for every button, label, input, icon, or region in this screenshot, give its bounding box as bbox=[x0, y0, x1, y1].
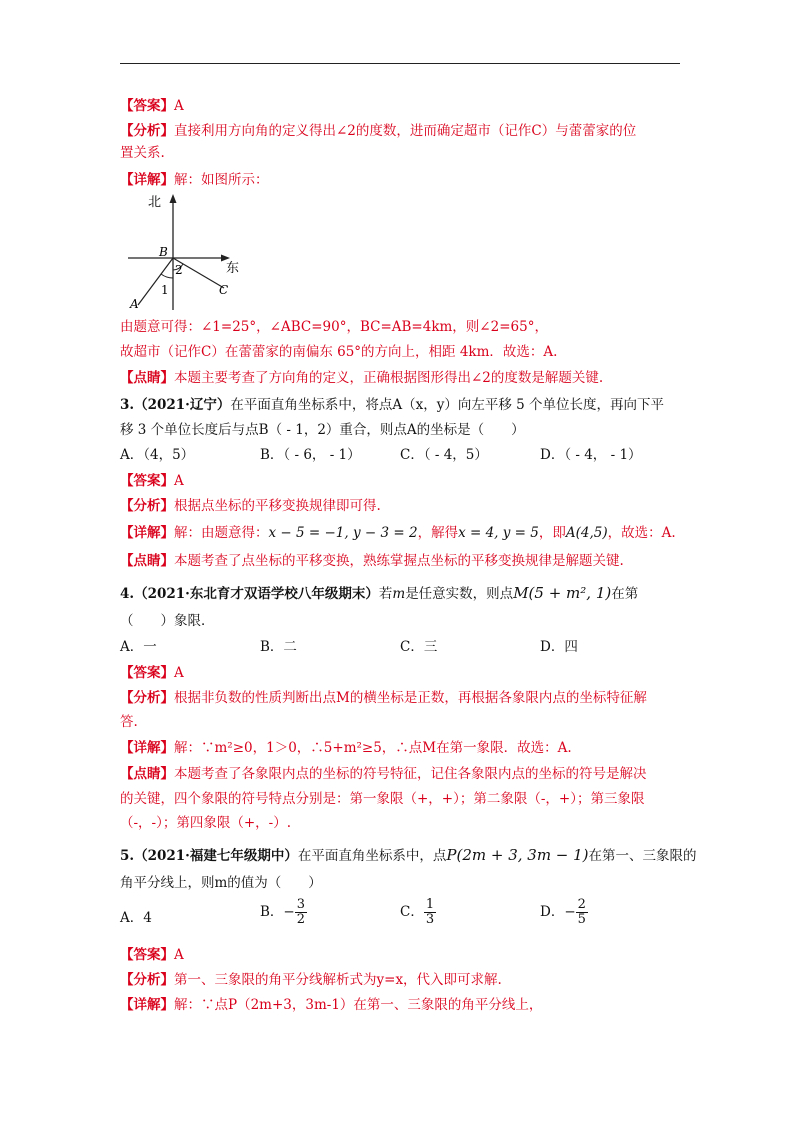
q4-option-b: B．二 bbox=[260, 639, 297, 655]
q4-comment-1: 【点睛】本题考查了各象限内点的坐标的符号特征，记住各象限内点的坐标的符号是解决 bbox=[120, 766, 647, 782]
q4-analysis-1: 【分析】根据非负数的性质判断出点M的横坐标是正数，再根据各象限内点的坐标特征解 bbox=[120, 690, 647, 706]
point-c-label: C bbox=[219, 283, 229, 297]
q2-detail-1: 【详解】解：如图所示： bbox=[120, 172, 269, 188]
q2-answer: 【答案】A bbox=[120, 98, 184, 114]
q5-stem-2: 角平分线上，则m的值为（ ） bbox=[120, 875, 322, 891]
q5-option-d: D．− $\frac{2}{5}$ bbox=[540, 897, 586, 927]
q4-answer: 【答案】A bbox=[120, 665, 184, 681]
angle-2-label: 2 bbox=[175, 263, 183, 277]
north-arrow-icon bbox=[170, 194, 177, 203]
q4-detail: 【详解】解：∵m²≥0，1＞0，∴5+m²≥5，∴点M在第一象限．故选：A. bbox=[120, 740, 572, 756]
segment-ba bbox=[138, 258, 173, 305]
q5-answer: 【答案】A bbox=[120, 947, 184, 963]
east-label: 东 bbox=[226, 261, 240, 276]
angle-1-label: 1 bbox=[161, 283, 169, 297]
q2-detail-2: 由题意可得：∠1=25°，∠ABC=90°，BC=AB=4km，则∠2=65°， bbox=[120, 319, 548, 335]
q4-analysis-2: 答. bbox=[120, 714, 138, 730]
q4-stem-2: （ ）象限． bbox=[120, 613, 215, 629]
q3-answer: 【答案】A bbox=[120, 473, 184, 489]
q3-option-d: D．（ - 4， - 1） bbox=[540, 447, 642, 463]
q3-comment: 【点睛】本题考查了点坐标的平移变换，熟练掌握点坐标的平移变换规律是解题关键. bbox=[120, 553, 624, 569]
q2-comment: 【点睛】本题主要考查了方向角的定义，正确根据图形得出∠2的度数是解题关键. bbox=[120, 370, 604, 386]
angle-1-arc bbox=[161, 274, 173, 278]
point-a-label: A bbox=[130, 297, 139, 311]
q5-detail: 【详解】解：∵点P（2m+3，3m-1）在第一、三象限的角平分线上， bbox=[120, 997, 543, 1013]
q4-comment-3: （-，-）；第四象限（+，-）. bbox=[120, 815, 292, 831]
q2-analysis-1: 【分析】直接利用方向角的定义得出∠2的度数，进而确定超市（记作C）与蕾蕾家的位 bbox=[120, 123, 637, 139]
q4-option-a: A．一 bbox=[120, 639, 157, 655]
q4-comment-2: 的关键，四个象限的符号特点分别是：第一象限（+，+）；第二象限（-，+）；第三象限 bbox=[120, 791, 645, 807]
q4-option-d: D．四 bbox=[540, 639, 578, 655]
q3-option-c: C．（ - 4，5） bbox=[400, 447, 488, 463]
q3-option-b: B．（ - 6， - 1） bbox=[260, 447, 361, 463]
q3-stem-2: 移 3 个单位长度后与点B（ - 1，2）重合，则点A的坐标是（ ） bbox=[120, 422, 525, 438]
header-rule bbox=[120, 63, 680, 64]
q5-option-b: B．− $\frac{3}{2}$ bbox=[260, 897, 306, 927]
q5-analysis: 【分析】第一、三象限的角平分线解析式为y=x，代入即可求解. bbox=[120, 972, 502, 988]
q5-option-c: C． $\frac{1}{3}$ bbox=[400, 897, 435, 927]
q5-stem-1: 5.（2021·福建七年级期中）在平面直角坐标系中，点P(2m + 3, 3m − 1)在第一、三象限的 bbox=[120, 846, 697, 864]
q4-option-c: C．三 bbox=[400, 639, 438, 655]
direction-figure bbox=[120, 190, 250, 315]
q4-stem-1: 4.（2021·东北育才双语学校八年级期末）若m是任意实数，则点M(5 + m², 1)在第 bbox=[120, 584, 639, 602]
point-b-label: B bbox=[159, 245, 168, 259]
north-label: 北 bbox=[148, 195, 162, 210]
q2-detail-3: 故超市（记作C）在蕾蕾家的南偏东 65°的方向上，相距 4km．故选：A. bbox=[120, 344, 558, 360]
q5-option-a: A．4 bbox=[120, 910, 152, 926]
q3-option-a: A．（4，5） bbox=[120, 447, 195, 463]
q3-detail: 【详解】解：由题意得：x − 5 = −1, y − 3 = 2，解得x = 4, y = 5，即A(4,5)，故选：A. bbox=[120, 525, 676, 541]
q2-analysis-2: 置关系. bbox=[120, 145, 165, 161]
q3-stem-1: 3.（2021·辽宁）在平面直角坐标系中，将点A（x，y）向左平移 5 个单位长度，再向下平 bbox=[120, 397, 665, 413]
q3-analysis: 【分析】根据点坐标的平移变换规律即可得. bbox=[120, 498, 381, 514]
